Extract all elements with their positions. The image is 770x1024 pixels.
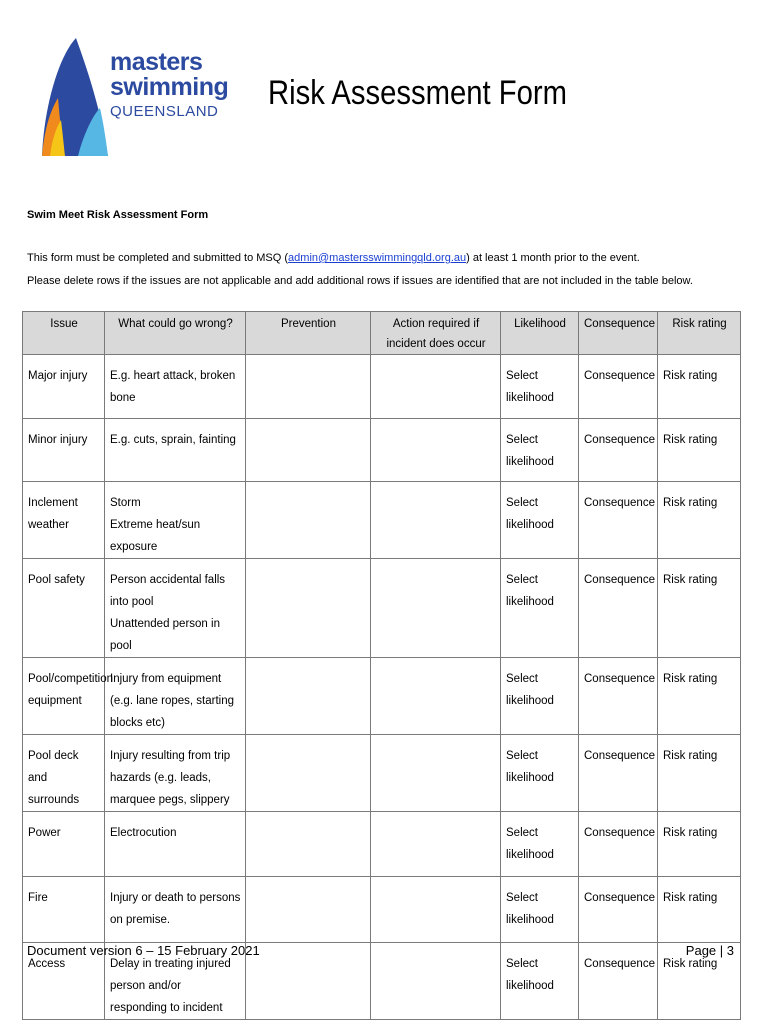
header-action-required: Action required if incident does occur <box>371 312 501 355</box>
prevention-cell[interactable] <box>246 482 371 559</box>
table-row <box>23 355 741 419</box>
what-could-go-wrong-cell: E.g. heart attack, broken bone <box>105 355 246 419</box>
consequence-dropdown[interactable]: Consequence <box>579 735 658 812</box>
prevention-cell[interactable] <box>246 877 371 943</box>
risk-rating-dropdown[interactable]: Risk rating <box>658 658 741 735</box>
risk-table <box>22 311 741 1020</box>
intro-text-after: ) at least 1 month prior to the event. <box>466 252 640 264</box>
risk-rating-dropdown[interactable]: Risk rating <box>658 877 741 943</box>
likelihood-dropdown[interactable]: Select likelihood <box>501 735 579 812</box>
what-could-go-wrong-cell: Injury or death to persons on premise. <box>105 877 246 943</box>
likelihood-dropdown[interactable]: Select likelihood <box>501 482 579 559</box>
action-required-cell[interactable] <box>371 658 501 735</box>
intro-line-1 <box>27 252 640 264</box>
likelihood-dropdown[interactable]: Select likelihood <box>501 943 579 1020</box>
table-row <box>23 658 741 735</box>
consequence-dropdown[interactable]: Consequence <box>579 812 658 877</box>
action-required-cell[interactable] <box>371 735 501 812</box>
intro-line-2: Please delete rows if the issues are not applicable and add additional rows if issues are identified that are not included in the table below. <box>27 275 693 287</box>
what-could-go-wrong-cell: Injury resulting from trip hazards (e.g. leads, marquee pegs, slippery <box>105 735 246 812</box>
table-row <box>23 482 741 559</box>
issue-cell: Access <box>23 943 105 1020</box>
table-row <box>23 559 741 658</box>
action-required-cell[interactable] <box>371 355 501 419</box>
likelihood-dropdown[interactable]: Select likelihood <box>501 419 579 482</box>
table-header-row <box>23 312 741 355</box>
page-number: Page | 3 <box>685 943 734 958</box>
consequence-dropdown[interactable]: Consequence <box>579 658 658 735</box>
prevention-cell[interactable] <box>246 658 371 735</box>
what-could-go-wrong-cell: Delay in treating injured person and/or responding to incident <box>105 943 246 1020</box>
table-row <box>23 877 741 943</box>
prevention-cell[interactable] <box>246 559 371 658</box>
prevention-cell[interactable] <box>246 735 371 812</box>
email-link[interactable]: admin@mastersswimmingqld.org.au <box>288 252 467 264</box>
header-consequence: Consequence <box>579 312 658 355</box>
what-could-go-wrong-cell: Injury from equipment (e.g. lane ropes, starting blocks etc) <box>105 658 246 735</box>
table-row <box>23 812 741 877</box>
issue-cell: Inclement weather <box>23 482 105 559</box>
issue-cell: Fire <box>23 877 105 943</box>
form-subtitle: Swim Meet Risk Assessment Form <box>27 209 209 221</box>
prevention-cell[interactable] <box>246 355 371 419</box>
likelihood-dropdown[interactable]: Select likelihood <box>501 877 579 943</box>
page-title: Risk Assessment Form <box>268 74 567 112</box>
issue-cell: Pool/competition equipment <box>23 658 105 735</box>
action-required-cell[interactable] <box>371 482 501 559</box>
risk-rating-dropdown[interactable]: Risk rating <box>658 943 741 1020</box>
prevention-cell[interactable] <box>246 943 371 1020</box>
action-required-cell[interactable] <box>371 812 501 877</box>
action-required-cell[interactable] <box>371 419 501 482</box>
risk-rating-dropdown[interactable]: Risk rating <box>658 355 741 419</box>
what-could-go-wrong-cell: Storm Extreme heat/sun exposure <box>105 482 246 559</box>
risk-rating-dropdown[interactable]: Risk rating <box>658 419 741 482</box>
what-could-go-wrong-cell: E.g. cuts, sprain, fainting <box>105 419 246 482</box>
risk-rating-dropdown[interactable]: Risk rating <box>658 482 741 559</box>
consequence-dropdown[interactable]: Consequence <box>579 943 658 1020</box>
risk-rating-dropdown[interactable]: Risk rating <box>658 812 741 877</box>
prevention-cell[interactable] <box>246 419 371 482</box>
logo-masters: masters <box>110 48 203 76</box>
action-required-cell[interactable] <box>371 559 501 658</box>
consequence-dropdown[interactable]: Consequence <box>579 482 658 559</box>
consequence-dropdown[interactable]: Consequence <box>579 877 658 943</box>
issue-cell: Major injury <box>23 355 105 419</box>
header-prevention: Prevention <box>246 312 371 355</box>
issue-cell: Power <box>23 812 105 877</box>
masters-swimming-logo <box>34 36 229 158</box>
issue-cell: Minor injury <box>23 419 105 482</box>
table-row <box>23 735 741 812</box>
likelihood-dropdown[interactable]: Select likelihood <box>501 658 579 735</box>
what-could-go-wrong-cell: Person accidental falls into pool Unattended person in pool <box>105 559 246 658</box>
header-risk-rating: Risk rating <box>658 312 741 355</box>
logo-swimming: swimming <box>110 73 229 101</box>
issue-cell: Pool deck and surrounds <box>23 735 105 812</box>
action-required-cell[interactable] <box>371 877 501 943</box>
likelihood-dropdown[interactable]: Select likelihood <box>501 355 579 419</box>
header-issue: Issue <box>23 312 105 355</box>
likelihood-dropdown[interactable]: Select likelihood <box>501 559 579 658</box>
prevention-cell[interactable] <box>246 812 371 877</box>
consequence-dropdown[interactable]: Consequence <box>579 355 658 419</box>
document-version: Document version 6 – 15 February 2021 <box>27 943 260 958</box>
table-row <box>23 419 741 482</box>
consequence-dropdown[interactable]: Consequence <box>579 419 658 482</box>
logo-swimmer-icon <box>34 36 114 158</box>
consequence-dropdown[interactable]: Consequence <box>579 559 658 658</box>
likelihood-dropdown[interactable]: Select likelihood <box>501 812 579 877</box>
what-could-go-wrong-cell: Electrocution <box>105 812 246 877</box>
risk-rating-dropdown[interactable]: Risk rating <box>658 735 741 812</box>
logo-queensland: QUEENSLAND <box>110 103 219 120</box>
intro-text-before: This form must be completed and submitted to MSQ ( <box>27 252 289 264</box>
action-required-cell[interactable] <box>371 943 501 1020</box>
risk-rating-dropdown[interactable]: Risk rating <box>658 559 741 658</box>
header-what-could-go-wrong: What could go wrong? <box>105 312 246 355</box>
issue-cell: Pool safety <box>23 559 105 658</box>
header-likelihood: Likelihood <box>501 312 579 355</box>
